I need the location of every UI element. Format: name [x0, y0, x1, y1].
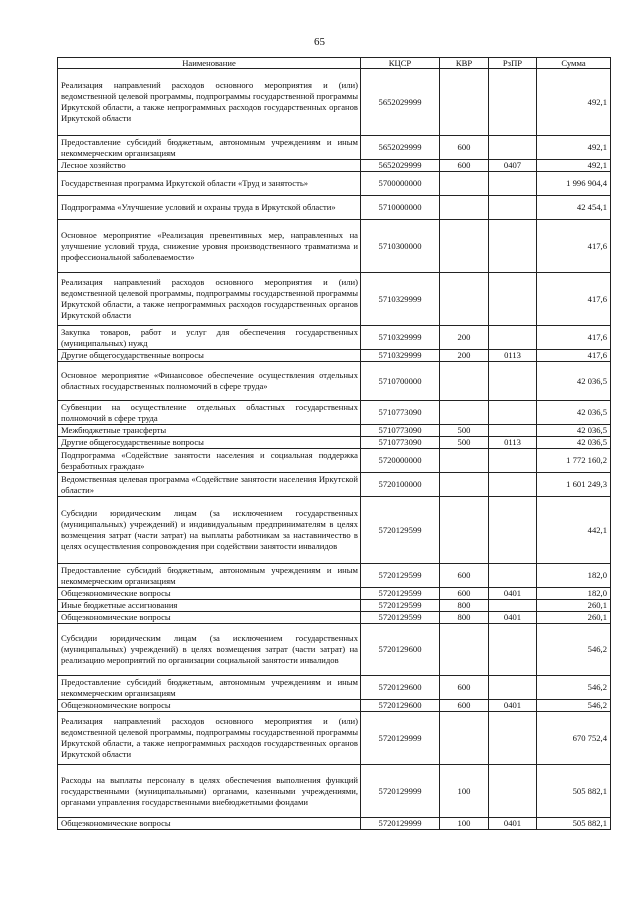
row-name: Реализация направлений расходов основного мероприятия и (или) ведомственной целевой программы, подпрограммы государственной программы Иркутской области, а также непрограммных расходов государственных органов Иркутской области: [58, 273, 361, 326]
row-kcsr: 5710773090: [361, 425, 440, 437]
row-kvr: 600: [440, 564, 489, 588]
row-kcsr: 5710329999: [361, 350, 440, 362]
row-sum: 417,6: [537, 220, 611, 273]
row-rzpr: [489, 624, 537, 676]
table-row: [58, 818, 611, 830]
row-kcsr: 5652029999: [361, 69, 440, 136]
row-sum: 1 772 160,2: [537, 449, 611, 473]
row-kcsr: 5720100000: [361, 473, 440, 497]
row-name: Общеэкономические вопросы: [58, 700, 361, 712]
row-rzpr: [489, 401, 537, 425]
row-kvr: [440, 362, 489, 401]
table-row: [58, 600, 611, 612]
table-header-row: [58, 58, 611, 69]
row-kcsr: 5652029999: [361, 160, 440, 172]
table-row: [58, 362, 611, 401]
row-kvr: [440, 624, 489, 676]
row-rzpr: [489, 564, 537, 588]
table-row: [58, 700, 611, 712]
row-kcsr: 5720129599: [361, 588, 440, 600]
table-row: [58, 273, 611, 326]
row-kvr: [440, 69, 489, 136]
row-kcsr: 5710329999: [361, 273, 440, 326]
row-rzpr: 0113: [489, 437, 537, 449]
row-kvr: 100: [440, 765, 489, 818]
row-sum: 492,1: [537, 136, 611, 160]
table-row: [58, 624, 611, 676]
row-kvr: [440, 712, 489, 765]
row-name: Субвенции на осуществление отдельных областных государственных полномочий в сфере труда: [58, 401, 361, 425]
row-kvr: 600: [440, 700, 489, 712]
row-sum: 182,0: [537, 564, 611, 588]
row-kcsr: 5710000000: [361, 196, 440, 220]
row-rzpr: 0401: [489, 818, 537, 830]
table-row: [58, 497, 611, 564]
table-row: [58, 326, 611, 350]
row-sum: 42 454,1: [537, 196, 611, 220]
row-kcsr: 5710700000: [361, 362, 440, 401]
header-rzpr: РзПР: [489, 58, 537, 69]
row-kcsr: 5710329999: [361, 326, 440, 350]
row-kcsr: 5720129999: [361, 712, 440, 765]
row-sum: 42 036,5: [537, 362, 611, 401]
row-kvr: 200: [440, 326, 489, 350]
row-kcsr: 5720129599: [361, 612, 440, 624]
row-name: Другие общегосударственные вопросы: [58, 350, 361, 362]
row-rzpr: 0401: [489, 588, 537, 600]
row-rzpr: [489, 676, 537, 700]
row-kcsr: 5720129999: [361, 818, 440, 830]
row-name: Общеэкономические вопросы: [58, 818, 361, 830]
row-name: Другие общегосударственные вопросы: [58, 437, 361, 449]
row-kvr: [440, 473, 489, 497]
table-body: [58, 69, 611, 830]
row-kcsr: 5720129599: [361, 600, 440, 612]
row-name: Предоставление субсидий бюджетным, автономным учреждениям и иным некоммерческим организациям: [58, 564, 361, 588]
row-sum: 492,1: [537, 69, 611, 136]
table-row: [58, 172, 611, 196]
row-rzpr: [489, 362, 537, 401]
row-sum: 1 601 249,3: [537, 473, 611, 497]
row-kcsr: 5710773090: [361, 401, 440, 425]
row-sum: 1 996 904,4: [537, 172, 611, 196]
row-name: Иные бюджетные ассигнования: [58, 600, 361, 612]
row-kvr: 600: [440, 676, 489, 700]
row-kvr: [440, 172, 489, 196]
table-row: [58, 350, 611, 362]
row-kcsr: 5720000000: [361, 449, 440, 473]
row-kvr: [440, 220, 489, 273]
row-sum: 182,0: [537, 588, 611, 600]
row-rzpr: [489, 497, 537, 564]
row-name: Подпрограмма «Содействие занятости населения и социальная поддержка безработных граждан»: [58, 449, 361, 473]
row-rzpr: [489, 473, 537, 497]
header-name: Наименование: [58, 58, 361, 69]
row-rzpr: [489, 712, 537, 765]
row-kvr: [440, 273, 489, 326]
row-sum: 417,6: [537, 273, 611, 326]
table-row: [58, 425, 611, 437]
table-row: [58, 220, 611, 273]
row-kcsr: 5720129599: [361, 497, 440, 564]
row-kvr: [440, 497, 489, 564]
row-sum: 260,1: [537, 612, 611, 624]
row-name: Предоставление субсидий бюджетным, автономным учреждениям и иным некоммерческим организациям: [58, 676, 361, 700]
table-row: [58, 765, 611, 818]
table-row: [58, 401, 611, 425]
row-name: Субсидии юридическим лицам (за исключением государственных (муниципальных) учреждений) в целях возмещения затрат (части затрат) на реализацию мероприятий по организации социальной занятости инвалидов: [58, 624, 361, 676]
row-kcsr: 5720129600: [361, 624, 440, 676]
row-sum: 42 036,5: [537, 401, 611, 425]
row-name: Основное мероприятие «Финансовое обеспечение осуществления отдельных областных государственных полномочий в сфере труда»: [58, 362, 361, 401]
row-kvr: 100: [440, 818, 489, 830]
row-kcsr: 5720129600: [361, 700, 440, 712]
header-kvr: КВР: [440, 58, 489, 69]
table-row: [58, 437, 611, 449]
row-kvr: 600: [440, 160, 489, 172]
row-name: Закупка товаров, работ и услуг для обеспечения государственных (муниципальных) нужд: [58, 326, 361, 350]
page-number: 65: [314, 36, 325, 48]
table-row: [58, 196, 611, 220]
row-kvr: 500: [440, 425, 489, 437]
row-kvr: 800: [440, 600, 489, 612]
row-rzpr: [489, 136, 537, 160]
row-rzpr: 0401: [489, 700, 537, 712]
row-rzpr: [489, 425, 537, 437]
row-kvr: [440, 196, 489, 220]
row-sum: 546,2: [537, 624, 611, 676]
row-name: Общеэкономические вопросы: [58, 588, 361, 600]
row-rzpr: [489, 172, 537, 196]
row-sum: 505 882,1: [537, 765, 611, 818]
row-name: Ведомственная целевая программа «Содействие занятости населения Иркутской области»: [58, 473, 361, 497]
row-name: Субсидии юридическим лицам (за исключением государственных (муниципальных) учреждений) и индивидуальным предпринимателям в целях возмещения затрат (части затрат) на выплаты работникам за наставничество в целях осуществления сопровождения при содействии занятости инвалидов: [58, 497, 361, 564]
table-row: [58, 136, 611, 160]
row-sum: 42 036,5: [537, 425, 611, 437]
table-row: [58, 612, 611, 624]
row-name: Реализация направлений расходов основного мероприятия и (или) ведомственной целевой программы, подпрограммы государственной программы Иркутской области, а также непрограммных расходов государственных органов Иркутской области: [58, 712, 361, 765]
row-rzpr: [489, 273, 537, 326]
row-name: Межбюджетные трансферты: [58, 425, 361, 437]
header-sum: Сумма: [537, 58, 611, 69]
row-kcsr: 5720129600: [361, 676, 440, 700]
row-kvr: [440, 401, 489, 425]
row-sum: 670 752,4: [537, 712, 611, 765]
row-kcsr: 5652029999: [361, 136, 440, 160]
row-name: Реализация направлений расходов основного мероприятия и (или) ведомственной целевой программы, подпрограммы государственной программы Иркутской области, а также непрограммных расходов государственных органов Иркутской области: [58, 69, 361, 136]
row-rzpr: 0401: [489, 612, 537, 624]
row-sum: 546,2: [537, 700, 611, 712]
row-name: Подпрограмма «Улучшение условий и охраны труда в Иркутской области»: [58, 196, 361, 220]
table-row: [58, 588, 611, 600]
row-kcsr: 5710300000: [361, 220, 440, 273]
row-name: Лесное хозяйство: [58, 160, 361, 172]
table-row: [58, 564, 611, 588]
table-row: [58, 676, 611, 700]
row-kcsr: 5700000000: [361, 172, 440, 196]
row-rzpr: [489, 326, 537, 350]
row-name: Основное мероприятие «Реализация превентивных мер, направленных на улучшение условий труда, снижение уровня производственного травматизма и профессиональной заболеваемости»: [58, 220, 361, 273]
row-name: Государственная программа Иркутской области «Труд и занятость»: [58, 172, 361, 196]
row-name: Расходы на выплаты персоналу в целях обеспечения выполнения функций государственными (муниципальными) органами, казенными учреждениями, органами управления государственными внебюджетными фондами: [58, 765, 361, 818]
row-rzpr: [489, 69, 537, 136]
row-kcsr: 5720129599: [361, 564, 440, 588]
header-kcsr: КЦСР: [361, 58, 440, 69]
row-rzpr: 0113: [489, 350, 537, 362]
row-rzpr: [489, 765, 537, 818]
table-row: [58, 449, 611, 473]
budget-table: [57, 57, 611, 830]
row-rzpr: [489, 196, 537, 220]
row-kvr: 200: [440, 350, 489, 362]
row-rzpr: [489, 220, 537, 273]
row-sum: 546,2: [537, 676, 611, 700]
row-sum: 42 036,5: [537, 437, 611, 449]
row-kvr: 600: [440, 136, 489, 160]
table-row: [58, 473, 611, 497]
row-kcsr: 5720129999: [361, 765, 440, 818]
row-kvr: 600: [440, 588, 489, 600]
row-sum: 492,1: [537, 160, 611, 172]
row-rzpr: 0407: [489, 160, 537, 172]
row-rzpr: [489, 449, 537, 473]
row-kcsr: 5710773090: [361, 437, 440, 449]
row-name: Предоставление субсидий бюджетным, автономным учреждениям и иным некоммерческим организациям: [58, 136, 361, 160]
row-sum: 442,1: [537, 497, 611, 564]
table-row: [58, 160, 611, 172]
row-sum: 260,1: [537, 600, 611, 612]
row-name: Общеэкономические вопросы: [58, 612, 361, 624]
row-kvr: [440, 449, 489, 473]
row-rzpr: [489, 600, 537, 612]
table-row: [58, 712, 611, 765]
table-row: [58, 69, 611, 136]
row-sum: 417,6: [537, 350, 611, 362]
row-kvr: 500: [440, 437, 489, 449]
row-sum: 505 882,1: [537, 818, 611, 830]
row-sum: 417,6: [537, 326, 611, 350]
row-kvr: 800: [440, 612, 489, 624]
